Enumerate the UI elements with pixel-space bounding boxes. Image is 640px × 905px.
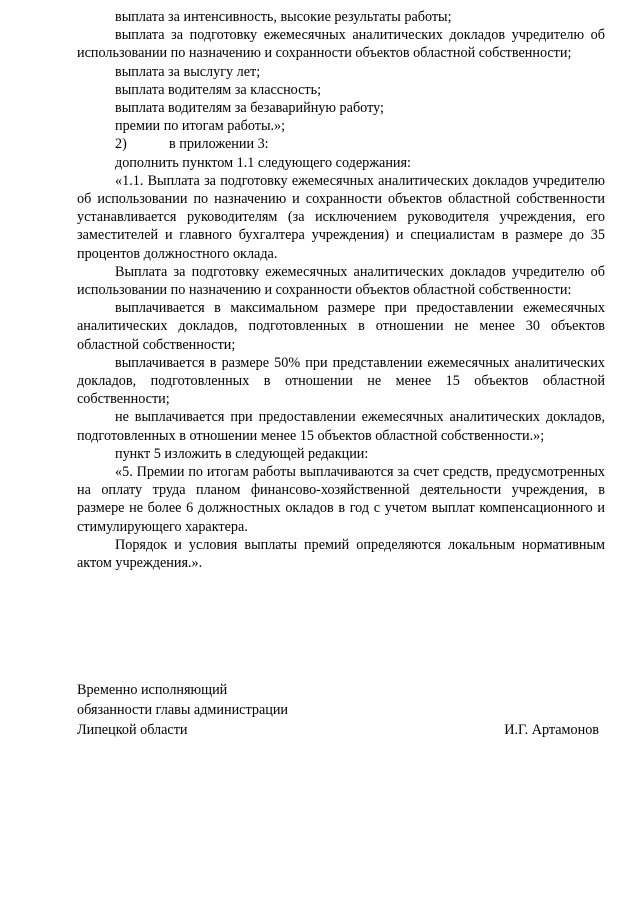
paragraph: дополнить пунктом 1.1 следующего содержания: xyxy=(115,154,411,171)
paragraph: «1.1. Выплата за подготовку ежемесячных аналитических докладов учредителю об использовании по назначению и сохранности объектов областной собственности устанавливается руководителям (за исключением руководителя учреждения, его заместителей и главного бухгалтера учреждения) и специалистам в размере до 35 процентов должностного оклада. xyxy=(77,172,605,262)
paragraph: Порядок и условия выплаты премий определяются локальным нормативным актом учреждения.». xyxy=(77,536,605,572)
signatory-title-line: обязанности главы администрации xyxy=(77,702,289,718)
signature-block xyxy=(77,680,603,740)
paragraph: не выплачивается при предоставлении ежемесячных аналитических докладов, подготовленных в отношении менее 15 объектов областной собственности.»; xyxy=(77,409,605,444)
document-body xyxy=(77,8,605,572)
signatory-name: И.Г. Артамонов xyxy=(504,722,599,738)
list-item-text: в приложении 3: xyxy=(169,136,269,153)
paragraph: выплата водителям за классность; xyxy=(115,81,322,98)
signatory-title-line: Липецкой области xyxy=(77,722,188,738)
paragraph: выплачивается в размере 50% при представлении ежемесячных аналитических докладов, подготовленных в отношении не менее 15 объектов областной собственности; xyxy=(77,354,605,408)
paragraph: выплата водителям за безаварийную работу; xyxy=(115,100,384,117)
paragraph: премии по итогам работы.»; xyxy=(115,118,286,135)
paragraph: выплата за подготовку ежемесячных аналитических докладов учредителю об использовании по назначению и сохранности объектов областной собственности; xyxy=(77,27,605,62)
paragraph: Выплата за подготовку ежемесячных аналитических докладов учредителю об использовании по назначению и сохранности объектов областной собственности: xyxy=(77,263,605,299)
list-item-number: 2) xyxy=(115,136,127,153)
paragraph: пункт 5 изложить в следующей редакции: xyxy=(115,445,369,462)
signatory-title-line: Временно исполняющий xyxy=(77,682,228,698)
paragraph: «5. Премии по итогам работы выплачиваются за счет средств, предусмотренных на оплату труда планом финансово-хозяйственной деятельности учреждения, в размере не более 6 должностных окладов в год с учетом выплат компенсационного и стимулирующего характера. xyxy=(77,464,605,535)
signatory-last-line xyxy=(77,720,603,740)
paragraph: выплата за интенсивность, высокие результаты работы; xyxy=(115,9,452,25)
paragraph: выплата за выслугу лет; xyxy=(115,63,261,80)
list-item-2 xyxy=(77,135,605,153)
paragraph: выплачивается в максимальном размере при предоставлении ежемесячных аналитических докладов, подготовленных в отношении не менее 30 объектов областной собственности; xyxy=(77,300,605,353)
